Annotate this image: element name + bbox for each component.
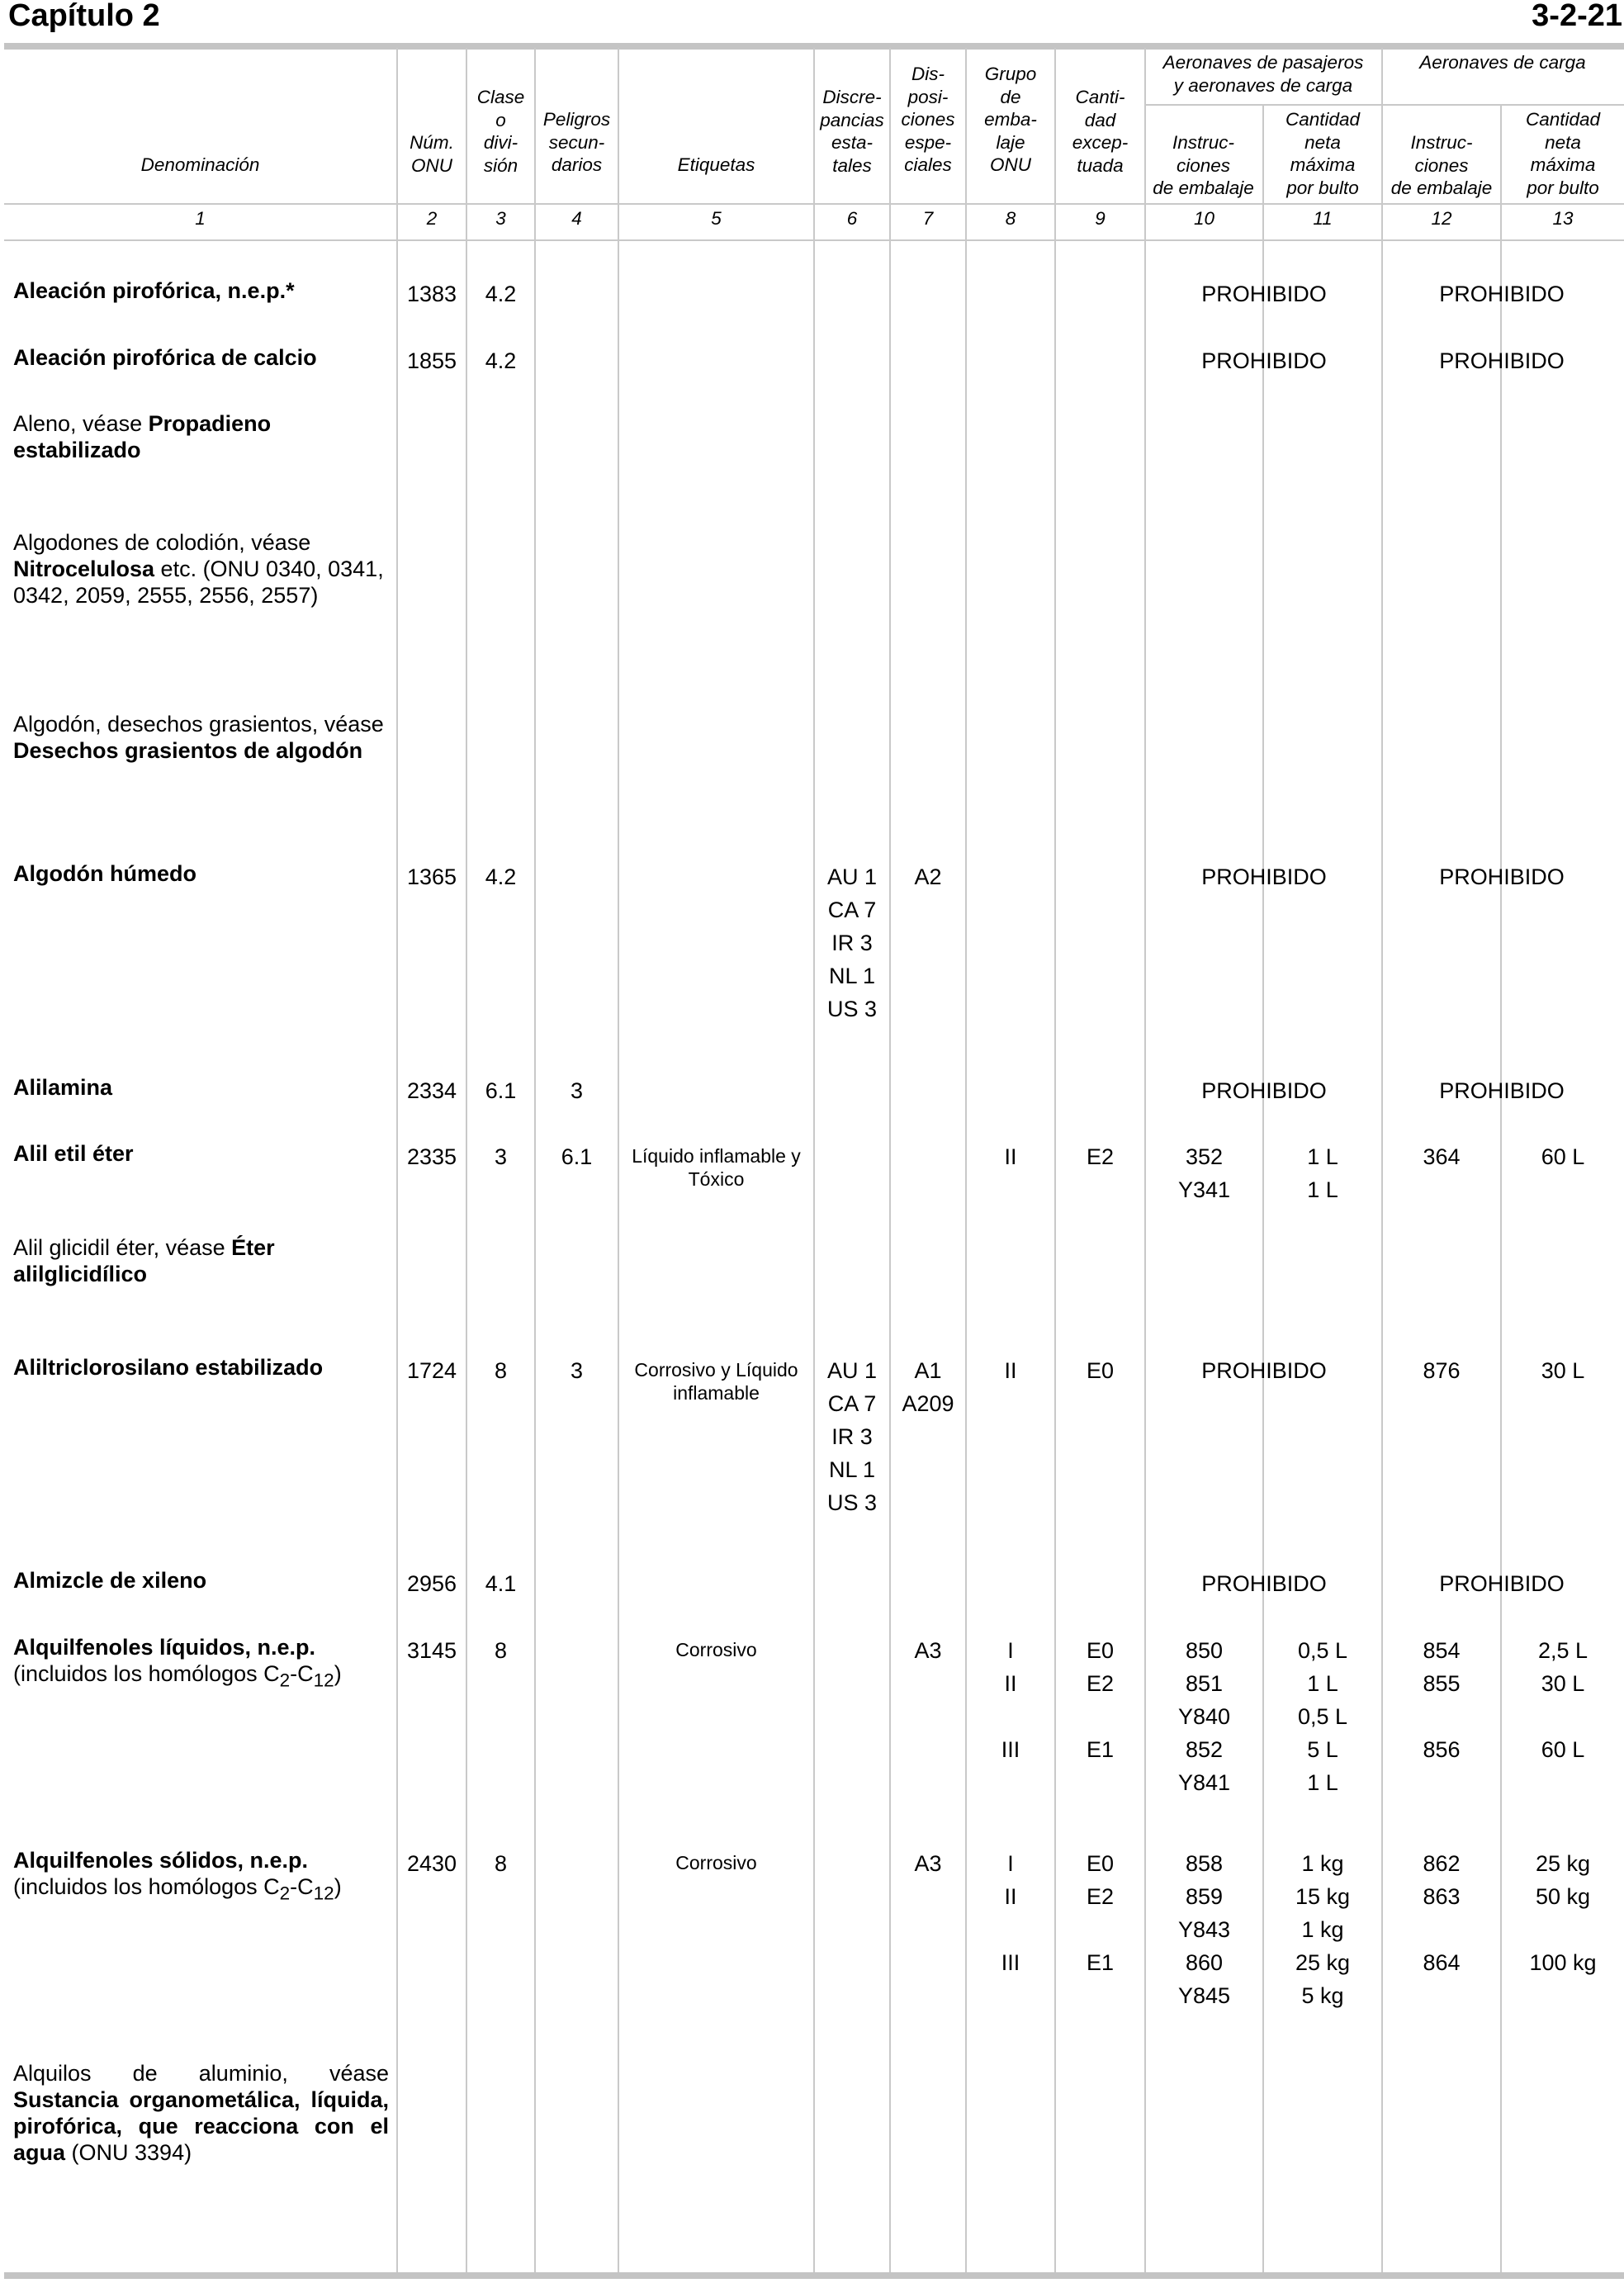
onu-number: 1383 (406, 282, 457, 306)
header-instrucciones-pasajeros: Instruc- ciones de embalaje (1153, 132, 1254, 198)
class-division: 8 (494, 1851, 508, 1876)
special-provisions: A1 A209 (902, 1358, 954, 1416)
passenger-prohibited: PROHIBIDO (1201, 864, 1327, 889)
class-division: 6.1 (485, 1078, 517, 1103)
packing-instruction-cargo: 364 (1423, 1144, 1461, 1169)
packing-instruction-passenger: 850 851 Y840 852 Y841 (1177, 1638, 1231, 1795)
labels: Corrosivo (675, 1639, 757, 1660)
header-cantidad-exceptuada: Canti- dad excep- tuada (1072, 87, 1129, 176)
onu-number: 2956 (406, 1571, 457, 1596)
cargo-prohibited: PROHIBIDO (1439, 282, 1565, 306)
table-row-name: Algodones de colodión, véase Nitrocelulosa etc. (ONU 0340, 0341, 0342, 2059, 2555, 2556, 2557) (13, 530, 384, 608)
packing-instruction-cargo: 854 855 856 (1423, 1638, 1461, 1762)
chapter-title: Capítulo 2 (8, 0, 160, 33)
group-header-divider (1145, 104, 1624, 106)
class-division: 8 (494, 1358, 508, 1383)
table-row-name: Alquilfenoles líquidos, n.e.p. (incluidos los homólogos $C_2-C_{12}$) (13, 1635, 342, 1691)
header-instrucciones-carga: Instruc- ciones de embalaje (1390, 132, 1493, 198)
cargo-prohibited: PROHIBIDO (1439, 348, 1565, 373)
header-disposiciones: Dis- posi- ciones espe- ciales (901, 64, 955, 175)
column-number: 5 (711, 208, 722, 229)
column-number: 1 (195, 208, 206, 229)
class-division: 4.2 (485, 864, 517, 889)
passenger-prohibited: PROHIBIDO (1201, 348, 1327, 373)
header-group-cargo: Aeronaves de carga (1419, 52, 1586, 73)
cargo-prohibited: PROHIBIDO (1439, 1571, 1565, 1596)
labels: Corrosivo y Líquido inflamable (634, 1359, 798, 1404)
onu-number: 1855 (406, 348, 457, 373)
table-row-name: Alilamina (13, 1075, 113, 1100)
excepted-quantity: E0 E2 E1 (1086, 1851, 1115, 1975)
packing-group: II (1004, 1144, 1017, 1169)
packing-group: I II III (1001, 1851, 1020, 1975)
excepted-quantity: E2 (1086, 1144, 1115, 1169)
class-division: 3 (494, 1144, 508, 1169)
table-row-name: Aleación pirofórica, n.e.p.* (13, 278, 295, 303)
table-row-name: Alil etil éter (13, 1141, 134, 1166)
max-quantity-passenger: 1 L 1 L (1307, 1144, 1338, 1202)
onu-number: 1365 (406, 864, 457, 889)
subsidiary-hazard: 3 (570, 1078, 584, 1103)
header-clase: Clase o divi- sión (476, 87, 525, 176)
max-quantity-passenger: 1 kg 15 kg 1 kg 25 kg 5 kg (1295, 1851, 1351, 2008)
packing-instruction-cargo: 876 (1423, 1358, 1461, 1383)
cargo-prohibited: PROHIBIDO (1439, 1078, 1565, 1103)
onu-number: 3145 (406, 1638, 457, 1663)
subsidiary-hazard: 3 (570, 1358, 584, 1383)
page-header (0, 0, 1624, 46)
table-row-name: Almizcle de xileno (13, 1568, 207, 1593)
onu-number: 1724 (406, 1358, 457, 1383)
packing-instruction-cargo: 862 863 864 (1423, 1851, 1461, 1975)
passenger-prohibited: PROHIBIDO (1201, 282, 1327, 306)
onu-number: 2335 (406, 1144, 457, 1169)
packing-group: I II III (1001, 1638, 1020, 1762)
state-variations: AU 1 CA 7 IR 3 NL 1 US 3 (826, 864, 878, 1021)
column-number: 10 (1193, 208, 1215, 229)
header-cantidad-pasajeros: Cantidad neta máxima por bulto (1285, 109, 1361, 198)
special-provisions: A3 (914, 1851, 942, 1876)
column-divider (813, 48, 815, 2272)
special-provisions: A3 (914, 1638, 942, 1663)
class-division: 4.1 (485, 1571, 517, 1596)
column-number: 11 (1313, 208, 1333, 229)
table-row-name: Aliltriclorosilano estabilizado (13, 1355, 324, 1380)
column-number: 3 (495, 208, 506, 229)
onu-number: 2334 (406, 1078, 457, 1103)
bottom-rule (4, 2272, 1624, 2279)
column-number: 7 (922, 208, 934, 229)
column-number: 6 (846, 208, 858, 229)
column-divider (889, 48, 891, 2272)
class-division: 4.2 (485, 348, 517, 373)
table-row-name: Aleno, véase Propadieno estabilizado (13, 411, 272, 462)
max-quantity-cargo: 30 L (1541, 1358, 1585, 1383)
header-etiquetas: Etiquetas (677, 154, 755, 175)
excepted-quantity: E0 (1086, 1358, 1115, 1383)
table-row-name: Alquilfenoles sólidos, n.e.p. (incluidos los homólogos $C_2-C_{12}$) (13, 1848, 342, 1904)
passenger-prohibited: PROHIBIDO (1201, 1571, 1327, 1596)
cargo-prohibited: PROHIBIDO (1439, 864, 1565, 889)
labels: Líquido inflamable y Tóxico (632, 1145, 801, 1190)
header-grupo: Grupo de emba- laje ONU (984, 64, 1037, 175)
packing-group: II (1004, 1358, 1017, 1383)
subsidiary-hazard: 6.1 (561, 1144, 593, 1169)
onu-number: 2430 (406, 1851, 457, 1876)
labels: Corrosivo (675, 1852, 757, 1873)
table-row-name: Algodón húmedo (13, 861, 196, 886)
header-peligros: Peligros secun- darios (542, 109, 611, 175)
column-number: 4 (571, 208, 582, 229)
column-number: 12 (1431, 208, 1452, 229)
table-row-name: Algodón, desechos grasientos, véase Desechos grasientos de algodón (13, 712, 384, 763)
header-cantidad-carga: Cantidad neta máxima por bulto (1525, 109, 1601, 198)
column-number: 8 (1005, 208, 1016, 229)
table-row-name: Aleación pirofórica de calcio (13, 345, 317, 370)
column-number: 13 (1552, 208, 1574, 229)
packing-instruction-passenger: 352 Y341 (1177, 1144, 1231, 1202)
passenger-prohibited: PROHIBIDO (1201, 1078, 1327, 1103)
special-provisions: A2 (914, 864, 942, 889)
excepted-quantity: E0 E2 E1 (1086, 1638, 1115, 1762)
max-quantity-cargo: 60 L (1541, 1144, 1585, 1169)
max-quantity-cargo: 25 kg 50 kg 100 kg (1529, 1851, 1597, 1975)
column-number: 9 (1095, 208, 1106, 229)
state-variations: AU 1 CA 7 IR 3 NL 1 US 3 (826, 1358, 878, 1515)
page-number: 3-2-21 (1532, 0, 1622, 33)
max-quantity-cargo: 2,5 L 30 L 60 L (1537, 1638, 1588, 1762)
max-quantity-passenger: 0,5 L 1 L 0,5 L 5 L 1 L (1297, 1638, 1348, 1795)
header-group-passenger: Aeronaves de pasajeros y aeronaves de carga (1162, 52, 1364, 96)
class-division: 4.2 (485, 282, 517, 306)
header-denominacion: Denominación (140, 154, 260, 175)
passenger-prohibited: PROHIBIDO (1201, 1358, 1327, 1383)
table-row-name: Alquilos de aluminio, véase Sustancia organometálica, líquida, pirofórica, que reacciona con el agua (ONU 3394) (13, 2061, 389, 2165)
table-row-name: Alil glicidil éter, véase Éter alilglicidílico (13, 1235, 275, 1286)
class-division: 8 (494, 1638, 508, 1663)
column-number: 2 (426, 208, 438, 229)
header-discrepancias: Discre- pancias esta- tales (820, 87, 884, 176)
header-num-onu: Núm. ONU (410, 132, 454, 176)
packing-instruction-passenger: 858 859 Y843 860 Y845 (1177, 1851, 1231, 2008)
